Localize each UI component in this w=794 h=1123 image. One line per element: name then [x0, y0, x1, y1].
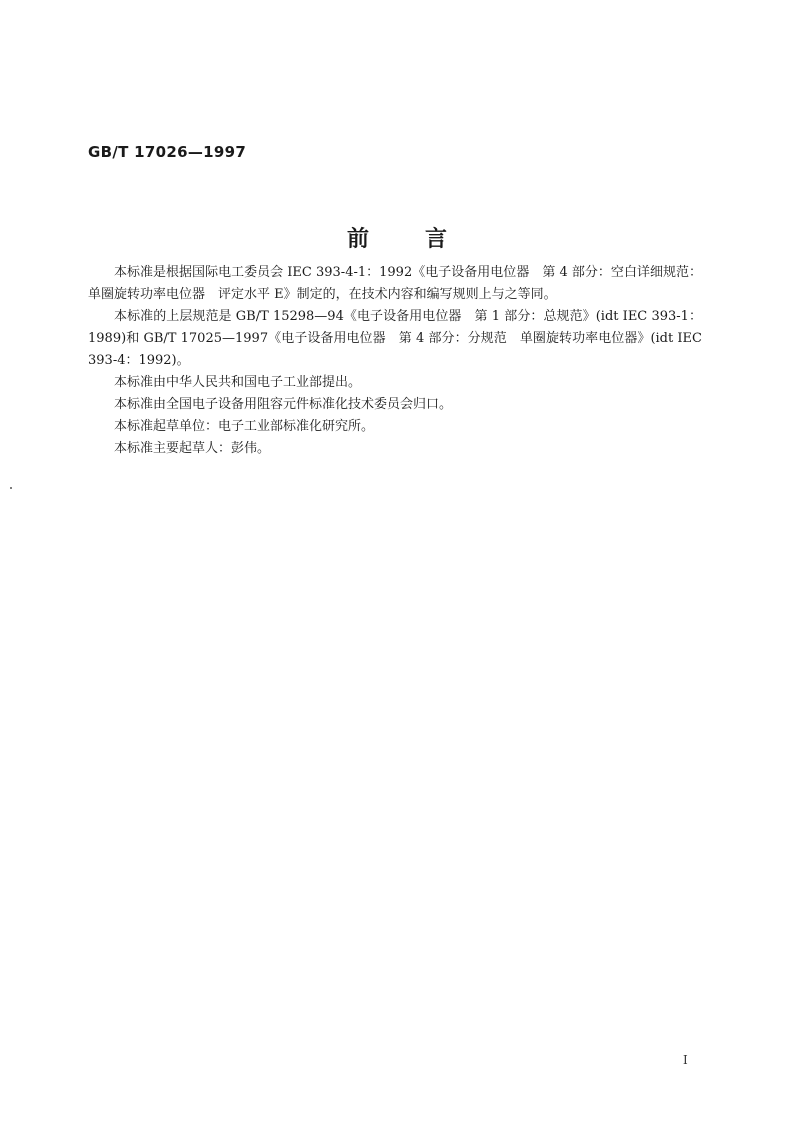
paragraph-upper-spec: 本标准的上层规范是 GB/T 15298—94《电子设备用电位器 第 1 部分：总规范》(idt IEC 393-1：1989)和 GB/T 17025—1997《电子设备用电位器 第 4 部分：分规范 单圈旋转功率电位器》(idt IEC 393-4：1992)。 [88, 309, 702, 368]
paragraph-drafter: 本标准主要起草人：彭伟。 [114, 441, 271, 456]
paragraph-proposer: 本标准由中华人民共和国电子工业部提出。 [114, 375, 362, 390]
paragraph-committee: 本标准由全国电子设备用阻容元件标准化技术委员会归口。 [114, 397, 453, 412]
page-number: I [683, 1053, 688, 1067]
standard-code: GB/T 17026—1997 [88, 143, 247, 161]
paragraph-basis: 本标准是根据国际电工委员会 IEC 393-4-1：1992《电子设备用电位器 第 4 部分：空白详细规范：单圈旋转功率电位器 评定水平 E》制定的，在技术内容和编写规则上与之等同。 [88, 265, 702, 302]
foreword-body [88, 262, 702, 460]
paragraph-drafting-unit: 本标准起草单位：电子工业部标准化研究所。 [114, 419, 375, 434]
scan-speck [10, 487, 12, 489]
page-title: 前言 [346, 227, 503, 252]
